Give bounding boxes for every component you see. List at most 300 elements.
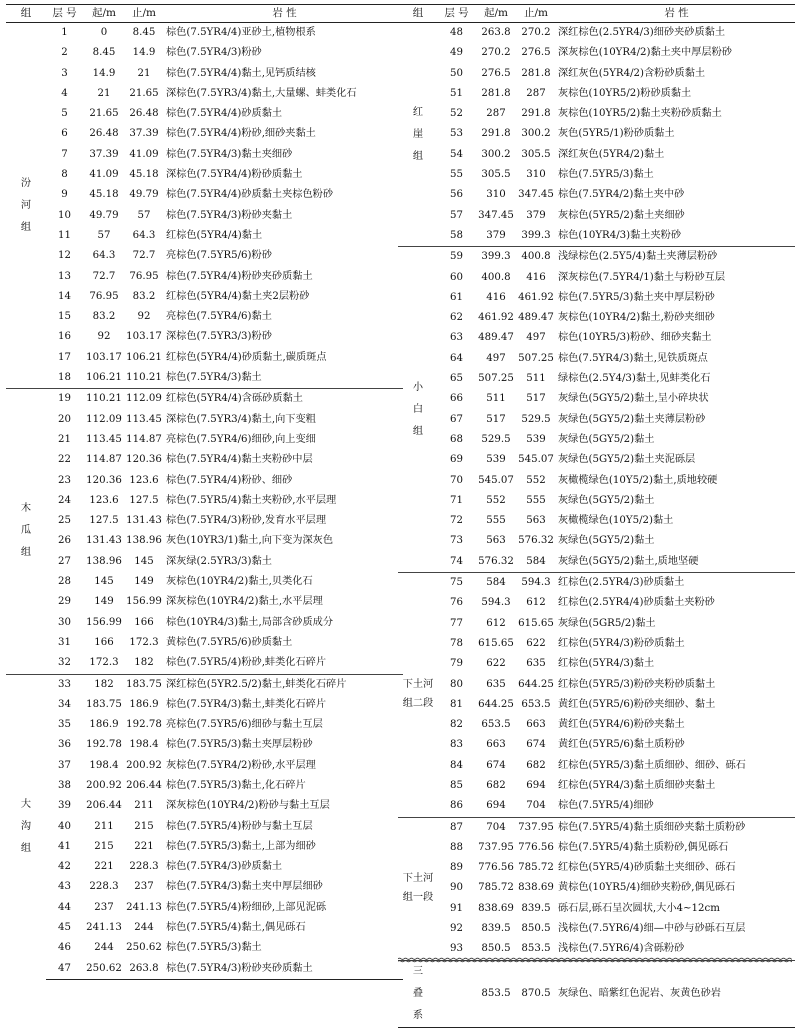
layer-number: 52 [450,108,463,120]
depth-from: 674 [486,759,506,771]
lithology: 灰棕色(5YR5/2)黏土夹细砂 [558,209,685,221]
depth-from: 461.92 [478,312,514,324]
depth-from: 310 [486,189,506,201]
table-body-left [6,23,403,980]
depth-to: 198.4 [129,739,159,751]
lithology: 红棕色(5YR4/4)黏土 [166,229,263,241]
depth-from: 198.4 [89,759,119,771]
group-name-cell [398,817,438,960]
table-row [6,572,403,592]
depth-to: 555 [526,494,546,506]
layer-number: 42 [58,861,71,873]
layer-number: 71 [450,494,463,506]
table-row [6,857,403,877]
layer-number: 58 [450,229,463,241]
lithology: 棕色(7.5YR4/3)黏土夹中厚层细砂 [166,881,323,893]
depth-from: 72.7 [92,270,116,282]
depth-to: 539 [526,433,546,445]
depth-to: 563 [526,515,546,527]
lithology: 深灰棕色(7.5YR4/1)黏土与粉砂互层 [558,271,726,283]
lithology: 灰棕色(7.5YR4/2)粉砂,水平层理 [166,759,316,771]
layer-number: 8 [61,169,68,181]
depth-to: 517 [526,393,546,405]
depth-to: 838.69 [518,882,554,894]
lithology: 亮棕色(7.5YR5/6)粉砂 [166,250,272,262]
table-row [398,43,795,63]
layer-number: 66 [450,393,463,405]
lithology: 红棕色(2.5YR4/4)砂质黏土夹粉砂 [558,597,715,609]
depth-from: 76.95 [89,290,119,302]
layer-number: 79 [450,658,463,670]
table-row [6,267,403,287]
table-row [6,471,403,491]
depth-from: 114.87 [86,454,122,466]
lithology: 深棕色(7.5YR4/4)粉砂质黏土 [166,169,303,181]
layer-number: 90 [450,882,463,894]
table-row [6,938,403,958]
layer-number: 33 [46,674,83,695]
depth-from: 57 [97,229,111,241]
lithology: 灰橄榄绿色(10Y5/2)黏土,质地较硬 [558,474,718,486]
lithology: 深灰棕色(10YR4/2)黏土,水平层理 [166,596,323,608]
depth-to: 145 [134,555,154,567]
lithology: 灰绿色(5GY5/2)黏土,呈小碎块状 [558,393,709,405]
depth-from: 112.09 [86,413,122,425]
depth-from: 110.21 [83,389,125,410]
lithology: 灰橄榄绿色(10Y5/2)黏土 [558,515,674,527]
lithology: 灰棕色(10YR5/2)黏土夹粉砂质黏土 [558,108,722,120]
layer-number: 5 [61,108,68,120]
depth-from: 228.3 [89,881,119,893]
lithology: 浅棕色(7.5YR6/4)含砾粉砂 [558,943,685,955]
depth-to: 228.3 [129,861,159,873]
table-row [398,288,795,308]
layer-number: 77 [450,617,463,629]
lithology: 棕色(7.5YR4/3)黏土 [166,372,262,384]
table-row [398,838,795,858]
table-row [398,858,795,878]
depth-to: 545.07 [518,454,554,466]
lithology: 浅绿棕色(2.5Y5/4)黏土夹薄层粉砂 [555,247,795,268]
depth-from: 838.69 [478,902,514,914]
depth-to: 37.39 [129,128,159,140]
table-row [398,593,795,613]
layer-number: 61 [450,291,463,303]
depth-from: 853.5 [475,960,517,1027]
lithology: 棕色(7.5YR5/4)粉砂与黏土互层 [166,820,313,832]
table-row [6,124,403,144]
header-layer: 层 号 [438,5,475,23]
layer-number: 9 [61,189,68,201]
depth-from: 221 [94,861,114,873]
table-row [6,796,403,816]
layer-number: 10 [58,209,71,221]
layer-number: 23 [58,474,71,486]
depth-to: 149 [134,576,154,588]
layer-number: 47 [46,959,83,980]
lithology: 灰绿色(5GY5/2)黏土 [558,535,655,547]
depth-from: 131.43 [86,535,122,547]
depth-to: 221 [134,840,154,852]
lithology: 棕色(7.5YR4/3)黏土,见铁质斑点 [558,352,708,364]
header-lithology: 岩 性 [555,5,795,23]
depth-from: 682 [486,779,506,791]
depth-from: 206.44 [86,800,122,812]
layer-number: 59 [438,247,475,268]
depth-to: 57 [137,209,151,221]
depth-to: 237 [134,881,154,893]
lithology: 棕色(7.5YR5/4)细砂 [558,800,654,812]
layer-number: 74 [450,555,463,567]
depth-to: 270.2 [521,27,551,38]
lithology: 红棕色(5YR4/3)黏土 [558,658,655,670]
depth-from: 92 [97,331,111,343]
table-row [398,878,795,898]
group-name-cell [6,23,46,389]
depth-to: 166 [134,616,154,628]
layer-number: 63 [450,332,463,344]
depth-from: 120.36 [86,474,122,486]
depth-from: 399.3 [475,247,517,268]
depth-to: 287 [526,87,546,99]
depth-from: 416 [486,291,506,303]
table-row [398,531,795,551]
depth-from: 172.3 [89,657,119,669]
depth-from: 237 [94,901,114,913]
layer-number: 15 [58,311,71,323]
lithology: 棕色(7.5YR4/2)黏土夹中砂 [558,189,685,201]
lithology: 黄棕色(7.5YR5/6)砂质黏土 [166,636,293,648]
depth-from: 156.99 [86,616,122,628]
depth-from: 263.8 [481,27,511,38]
lithology: 红棕色(5YR5/4)砂质黏土夹细砂、砾石 [558,862,736,874]
lithology: 深灰棕色(10YR4/2)粉砂与黏土互层 [166,800,330,812]
group-name-cell [6,389,46,674]
depth-to: 241.13 [126,901,162,913]
table-row [6,695,403,715]
header-group: 组 [6,5,46,23]
layer-number [438,960,475,1027]
layer-number: 38 [58,779,71,791]
layer-number: 32 [58,657,71,669]
table-row [6,84,403,104]
layer-number: 17 [58,351,71,363]
table-row [398,634,795,654]
depth-to: 21.65 [129,87,159,99]
table-row [6,410,403,430]
lithology: 绿棕色(2.5Y4/3)黏土,见蚌类化石 [558,373,711,385]
depth-to: 310 [526,169,546,181]
layer-number: 22 [58,454,71,466]
depth-to: 776.56 [518,841,554,853]
depth-to: 120.36 [126,454,162,466]
layer-number: 7 [61,148,68,160]
depth-from: 113.45 [86,433,122,445]
layer-number: 84 [450,759,463,771]
lithology: 深灰棕色(10YR4/2)黏土夹中厚层粉砂 [558,47,732,59]
depth-to: 416 [526,271,546,283]
layer-number: 43 [58,881,71,893]
lithology: 棕色(7.5YR4/3)黏土夹细砂 [166,148,293,160]
layer-number: 3 [61,67,68,79]
table-header-row [6,5,403,23]
table-row [398,124,795,144]
depth-from: 8.45 [92,47,116,59]
depth-to: 200.92 [126,759,162,771]
lithology: 深灰绿(2.5YR3/3)黏土 [166,555,272,567]
depth-from: 555 [486,515,506,527]
layer-number: 76 [450,597,463,609]
layer-number: 2 [61,47,68,59]
header-group: 组 [398,5,438,23]
layer-number: 93 [450,943,463,955]
lithology: 棕色(7.5YR4/3)粉砂夹黏土 [166,209,293,221]
layer-number: 91 [450,902,463,914]
table-row [6,776,403,796]
layer-number: 82 [450,719,463,731]
layer-number: 67 [450,413,463,425]
depth-from: 704 [475,817,517,838]
depth-from: 127.5 [89,515,119,527]
table-row [398,206,795,226]
group-name: 下土河组二段 [402,679,434,710]
header-to: 止/m [517,5,555,23]
lithology: 黄棕色(10YR5/4)细砂夹粉砂,偶见砾石 [558,882,736,894]
group-name-cell [398,23,438,247]
table-row [6,307,403,327]
layer-number: 41 [58,840,71,852]
lithology: 灰棕色(10YR4/2)黏土,贝类化石 [166,576,313,588]
layer-number: 11 [58,229,71,241]
table-row [6,552,403,572]
table-header-row [398,5,795,23]
table-row [6,633,403,653]
depth-from: 41.09 [89,169,119,181]
lithology: 灰绿色、暗紫红色泥岩、灰黄色砂岩 [555,960,795,1027]
depth-to: 103.17 [126,331,162,343]
table-row [6,104,403,124]
depth-to: 92 [137,311,151,323]
table-row [398,614,795,634]
layer-number: 29 [58,596,71,608]
lithology: 棕色(7.5YR5/4)黏土,偶见砾石 [166,922,306,934]
table-row [6,959,403,980]
depth-to: 21 [137,67,151,79]
depth-to: 138.96 [126,535,162,547]
lithology: 黄红色(5YR5/6)黏土质粉砂 [558,739,685,751]
lithology: 亮棕色(7.5YR4/6)黏土 [166,311,272,323]
layer-number: 56 [450,189,463,201]
layer-number: 55 [450,169,463,181]
lithology: 棕色(7.5YR4/4)黏土,见钙质结核 [166,67,316,79]
layer-number: 24 [58,494,71,506]
depth-from: 529.5 [481,433,511,445]
depth-from: 183.75 [86,698,122,710]
table-row [398,796,795,817]
table-row [6,327,403,347]
lithology: 深红棕色(5YR2.5/2)黏土,蚌类化石碎片 [163,674,403,695]
layer-number: 45 [58,922,71,934]
layer-number: 19 [46,389,83,410]
depth-from: 489.47 [478,332,514,344]
lithology: 灰绿色(5GR5/2)黏土 [558,617,656,629]
depth-from: 192.78 [86,739,122,751]
table-row [398,735,795,755]
table-row [398,328,795,348]
lithology: 红棕色(5YR5/3)黏土质细砂、细砂、砾石 [558,759,746,771]
table-row [398,165,795,185]
lithology: 棕色(7.5YR5/4)粉砂,蚌类化石碎片 [166,657,327,669]
header-to: 止/m [125,5,163,23]
lithology: 棕色(7.5YR4/3)砂质黏土 [166,861,283,873]
layer-number: 48 [450,27,463,38]
depth-from: 594.3 [481,597,511,609]
layer-number: 37 [58,759,71,771]
depth-to: 584 [526,555,546,567]
table-row [6,43,403,63]
depth-to: 112.09 [125,389,163,410]
lithology: 棕色(7.5YR5/4)黏土质粉砂,偶见砾石 [558,841,729,853]
depth-to: 737.95 [517,817,555,838]
depth-to: 41.09 [129,148,159,160]
depth-to: 8.45 [132,27,156,38]
depth-from: 64.3 [92,250,116,262]
table-row [398,573,795,594]
table-row [398,268,795,288]
depth-to: 785.72 [518,862,554,874]
depth-from: 45.18 [89,189,119,201]
depth-from: 83.2 [92,311,116,323]
layer-number: 70 [450,474,463,486]
depth-to: 461.92 [518,291,554,303]
lithology: 棕色(7.5YR4/4)粉砂,细砂夹黏土 [166,128,316,140]
depth-from: 539 [486,454,506,466]
depth-to: 305.5 [521,148,551,160]
lithology: 红棕色(5YR4/4)黏土夹2层粉砂 [166,290,310,302]
lithology: 灰绿色(5GY5/2)黏土 [558,433,655,445]
depth-to: 399.3 [521,229,551,241]
depth-from: 305.5 [481,169,511,181]
table-row [398,64,795,84]
table-row [6,348,403,368]
table-row [398,695,795,715]
table-row [398,654,795,674]
lithology: 灰棕色(10YR4/2)黏土,粉砂夹细砂 [558,312,715,324]
group-name: 大沟组 [20,798,32,854]
depth-from: 497 [486,352,506,364]
depth-to: 400.8 [517,247,555,268]
depth-to: 110.21 [126,372,162,384]
depth-from: 785.72 [478,882,514,894]
stratigraphy-table-left [6,4,403,980]
lithology: 深红棕色(2.5YR4/3)细砂夹砂质黏土 [558,27,726,38]
lithology: 棕色(7.5YR4/4)砂质黏土 [166,108,283,120]
depth-from: 635 [486,678,506,690]
depth-from: 14.9 [92,67,116,79]
layer-number: 68 [450,433,463,445]
lithology: 灰色(10YR3/1)黏土,向下变为深灰色 [166,535,334,547]
depth-to: 206.44 [126,779,162,791]
lithology: 棕色(7.5YR4/4)砂质黏土夹棕色粉砂 [166,189,334,201]
depth-to: 853.5 [521,943,551,955]
lithology: 灰色(5YR5/1)粉砂质黏土 [558,128,675,140]
depth-from: 400.8 [481,271,511,283]
depth-from: 612 [486,617,506,629]
table-row [6,877,403,897]
table-row [398,84,795,104]
table-row [6,837,403,857]
header-from: 起/m [475,5,517,23]
depth-to: 14.9 [132,47,156,59]
table-row [6,165,403,185]
depth-from: 26.48 [89,128,119,140]
group-name: 汾河组 [20,177,32,233]
depth-to: 694 [526,779,546,791]
lithology: 棕色(10YR4/3)黏土夹粉砂 [558,229,682,241]
depth-to: 263.8 [125,959,163,980]
table-row [6,185,403,205]
depth-to: 45.18 [129,169,159,181]
table-row [6,735,403,755]
depth-to: 870.5 [517,960,555,1027]
table-row [398,23,795,44]
depth-to: 674 [526,739,546,751]
lithology: 棕色(10YR4/3)黏土,局部含砂质成分 [166,616,334,628]
depth-from: 276.5 [481,67,511,79]
depth-from: 106.21 [86,372,122,384]
table-row [398,450,795,470]
lithology: 棕色(7.5YR5/3)黏土,上部为细砂 [166,840,316,852]
depth-to: 64.3 [132,229,156,241]
lithology: 灰棕色(10YR5/2)粉砂质黏土 [558,87,692,99]
depth-to: 72.7 [132,250,156,262]
depth-to: 291.8 [521,108,551,120]
depth-to: 156.99 [126,596,162,608]
depth-from: 379 [486,229,506,241]
table-row [398,552,795,573]
table-row [6,817,403,837]
layer-number: 80 [450,678,463,690]
depth-from: 182 [83,674,125,695]
layer-number: 20 [58,413,71,425]
table-row [6,756,403,776]
depth-to: 347.45 [518,189,554,201]
depth-to: 850.5 [521,923,551,935]
header-layer: 层 号 [46,5,83,23]
header-from: 起/m [83,5,125,23]
layer-number: 16 [58,331,71,343]
table-row [398,776,795,796]
layer-number: 4 [61,87,68,99]
depth-to: 612 [526,597,546,609]
depth-from: 270.2 [481,47,511,59]
depth-from: 49.79 [89,209,119,221]
layer-number: 88 [450,841,463,853]
table-row [398,349,795,369]
table-row [398,715,795,735]
layer-number: 35 [58,719,71,731]
table-row [398,430,795,450]
lithology: 黄红色(5YR4/6)粉砂夹黏土 [558,719,685,731]
layer-number: 78 [450,637,463,649]
depth-to: 106.21 [126,351,162,363]
table-row [398,471,795,491]
lithology: 深红灰色(5YR4/2)黏土 [558,148,665,160]
lithology: 棕色(7.5YR5/3)黏土,化石碎片 [166,779,306,791]
depth-to: 172.3 [129,636,159,648]
depth-from: 545.07 [478,474,514,486]
lithology: 棕色(7.5YR5/3)黏土 [166,942,262,954]
